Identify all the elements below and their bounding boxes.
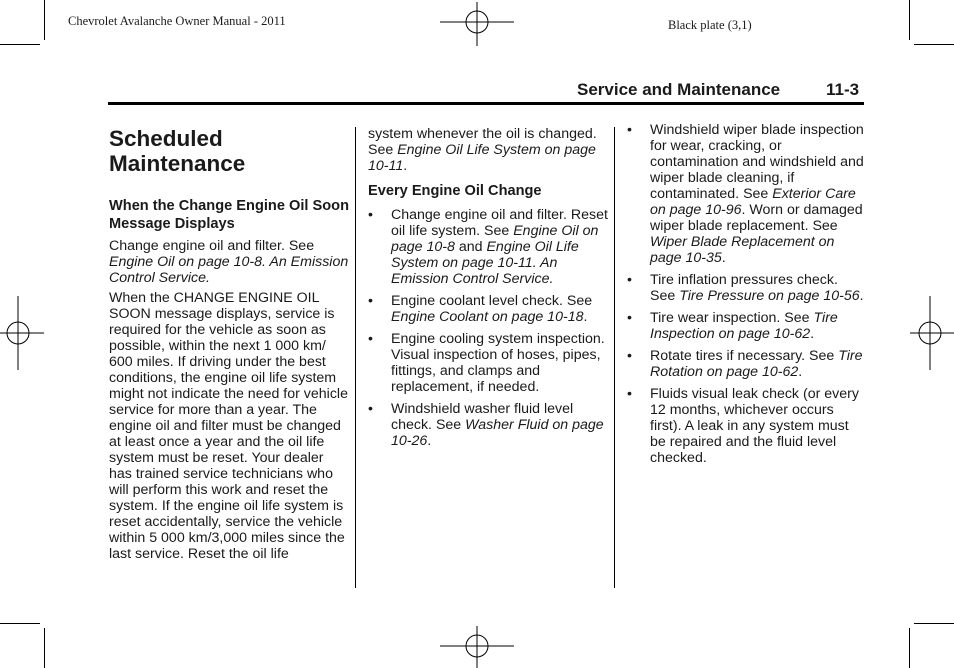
cross-reference[interactable]: Engine Coolant on page 10-18 <box>391 309 584 325</box>
plate-label: Black plate (3,1) <box>668 18 752 32</box>
manual-header: Chevrolet Avalanche Owner Manual - 2011 <box>68 14 286 28</box>
column-2 <box>368 126 610 455</box>
cross-reference[interactable]: Engine Oil on page 10-8. An Emission Control Service. <box>109 254 349 286</box>
list-item: • Fluids visual leak check (or every 12 months, whichever occurs first). A leak in any system must be repaired and the fluid level checked. <box>627 386 859 466</box>
list-item: • Windshield washer fluid level check. See Washer Fluid on page 10-26. <box>368 401 604 449</box>
cross-reference[interactable]: Washer Fluid on page 10-26 <box>391 417 604 449</box>
list-item: • Engine coolant level check. See Engine Coolant on page 10-18. <box>368 293 593 325</box>
registration-mark-top <box>440 2 514 46</box>
cross-reference[interactable]: Tire Pressure on page 10-56 <box>679 288 860 304</box>
cross-reference[interactable]: Wiper Blade Replacement on page 10-35 <box>650 234 835 266</box>
paragraph: system whenever the oil is changed. See Engine Oil Life System on page 10-11. <box>368 126 597 174</box>
header-rule <box>108 102 864 105</box>
column-divider <box>614 127 615 588</box>
column-3 <box>627 122 867 472</box>
registration-mark-left <box>0 296 44 370</box>
list-item: • Tire inflation pressures check. See Tire Pressure on page 10-56. <box>627 272 864 304</box>
cross-reference[interactable]: Exterior Care on page 10-96 <box>650 186 856 218</box>
paragraph: When the CHANGE ENGINE OIL SOON message displays, service is required for the vehicle as soon as possible, within the next 1 000 km/ 600 miles. If driving under the best conditions, the engine oil life system might not indicate the need for vehicle service for more than a year. The engine oil and filter must be changed at least once a year and the oil life system must be reset. Your dealer has trained service technicians who will perform this work and reset the system. If the engine oil life system is reset accidentally, service the vehicle within 5 000 km/3,000 miles since the last service. Reset the oil life <box>109 290 348 562</box>
subheading: Every Engine Oil Change <box>368 183 542 199</box>
list-item: • Engine cooling system inspection. Visual inspection of hoses, pipes, fittings, and clamps and replacement, if needed. <box>368 331 605 395</box>
cross-reference[interactable]: Tire Inspection on page 10-62 <box>650 310 838 342</box>
section-title: Service and Maintenance <box>577 80 781 99</box>
cross-reference[interactable]: Engine Oil on page 10-8 <box>391 223 599 255</box>
cross-reference[interactable]: Tire Rotation on page 10-62 <box>650 348 863 380</box>
checklist <box>627 122 867 466</box>
list-item: • Tire wear inspection. See Tire Inspection on page 10-62. <box>627 310 838 342</box>
checklist <box>368 207 610 449</box>
registration-mark-right <box>910 296 954 370</box>
paragraph: Change engine oil and filter. See Engine Oil on page 10-8. An Emission Control Service. <box>109 238 349 286</box>
list-item: • Windshield wiper blade inspection for wear, cracking, or contamination and windshield and wiper blade cleaning, if contaminated. See Exterior Care on page 10-96. Worn or damaged wiper blade replacement. See Wiper Blade Replacement on page 10-35. <box>627 122 864 266</box>
cross-reference[interactable]: Engine Oil Life System on page 10-11. An Emission Control Service. <box>391 239 579 287</box>
subheading: When the Change Engine Oil Soon Message Displays <box>109 198 349 232</box>
list-item: • Rotate tires if necessary. See Tire Rotation on page 10-62. <box>627 348 863 380</box>
column-divider <box>355 127 356 588</box>
cross-reference[interactable]: Engine Oil Life System on page 10-11 <box>368 142 596 174</box>
column-1 <box>109 126 349 566</box>
page-number: 11-3 <box>826 80 860 99</box>
registration-mark-bottom <box>440 626 514 668</box>
list-item: • Change engine oil and filter. Reset oil life system. See Engine Oil on page 10-8 and Engine Oil Life System on page 10-11. An Emission Control Service. <box>368 207 608 287</box>
page-title: Scheduled Maintenance <box>109 126 246 176</box>
